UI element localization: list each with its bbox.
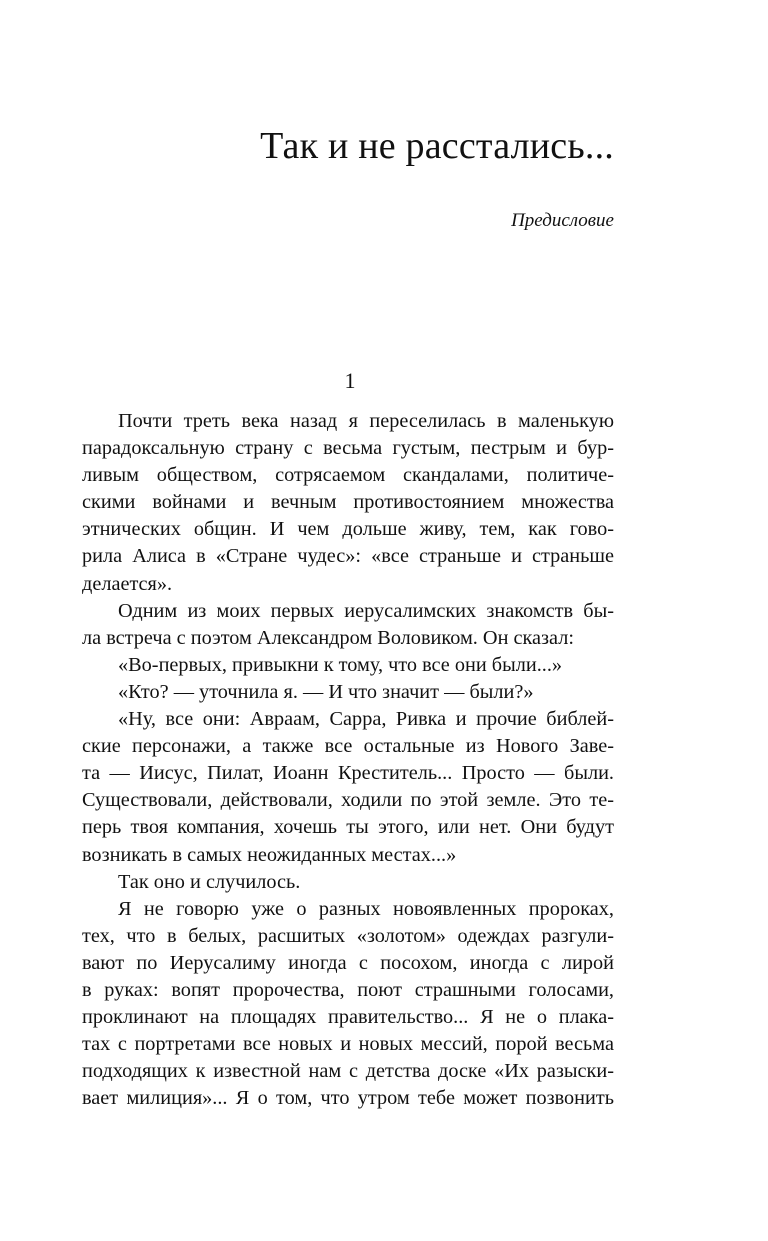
text-line: вает милиция»... Я о том, что утром тебе может позвонить bbox=[82, 1087, 614, 1110]
section-number: 1 bbox=[344, 368, 356, 393]
text-line: рила Алиса в «Стране чудес»: «все страньше и страньше bbox=[82, 545, 614, 568]
text-line: тах с портретами все новых и новых мессий, порой весьма bbox=[82, 1033, 614, 1056]
text-line: «Во-первых, привыкни к тому, что все они были...» bbox=[118, 653, 563, 676]
text-line: скими войнами и вечным противостоянием множества bbox=[82, 491, 614, 514]
text-line: «Ну, все они: Авраам, Сарра, Ривка и прочие библей- bbox=[118, 708, 614, 731]
text-line: ские персонажи, а также все остальные из Нового Заве- bbox=[82, 735, 614, 758]
chapter-title: Так и не расстались... bbox=[260, 125, 614, 167]
text-line: Одним из моих первых иерусалимских знакомств бы- bbox=[118, 599, 614, 622]
text-line: в руках: вопят пророчества, поют страшными голосами, bbox=[82, 978, 614, 1001]
body-text bbox=[82, 408, 614, 1112]
text-line: «Кто? — уточнила я. — И что значит — были?» bbox=[118, 680, 534, 703]
text-line: возникать в самых неожиданных местах...» bbox=[82, 843, 457, 866]
text-line: Так оно и случилось. bbox=[118, 870, 301, 893]
text-line: этнических общин. И чем дольше живу, тем, как гово- bbox=[82, 518, 614, 541]
text-line: ливым обществом, сотрясаемом скандалами, политиче- bbox=[82, 464, 614, 487]
text-line: проклинают на площадях правительство... Я не о плака- bbox=[82, 1006, 614, 1029]
text-line: ла встреча с поэтом Александром Воловиком. Он сказал: bbox=[82, 626, 574, 649]
text-line: Почти треть века назад я переселилась в маленькую bbox=[118, 410, 614, 432]
text-line: та — Иисус, Пилат, Иоанн Креститель... Просто — были. bbox=[82, 762, 614, 785]
chapter-subtitle: Предисловие bbox=[511, 210, 614, 231]
text-line: парадоксальную страну с весьма густым, пестрым и бур- bbox=[82, 437, 614, 460]
text-line: Я не говорю уже о разных новоявленных пророках, bbox=[118, 897, 614, 920]
text-line: вают по Иерусалиму иногда с посохом, иногда с лирой bbox=[82, 951, 614, 974]
text-line: тех, что в белых, расшитых «золотом» одеждах разгули- bbox=[82, 924, 614, 947]
text-line: подходящих к известной нам с детства доске «Их разыски- bbox=[82, 1060, 614, 1083]
text-line: Существовали, действовали, ходили по этой земле. Это те- bbox=[82, 789, 614, 812]
text-line: перь твоя компания, хочешь ты этого, или нет. Они будут bbox=[82, 816, 614, 839]
text-line: делается». bbox=[82, 572, 173, 595]
